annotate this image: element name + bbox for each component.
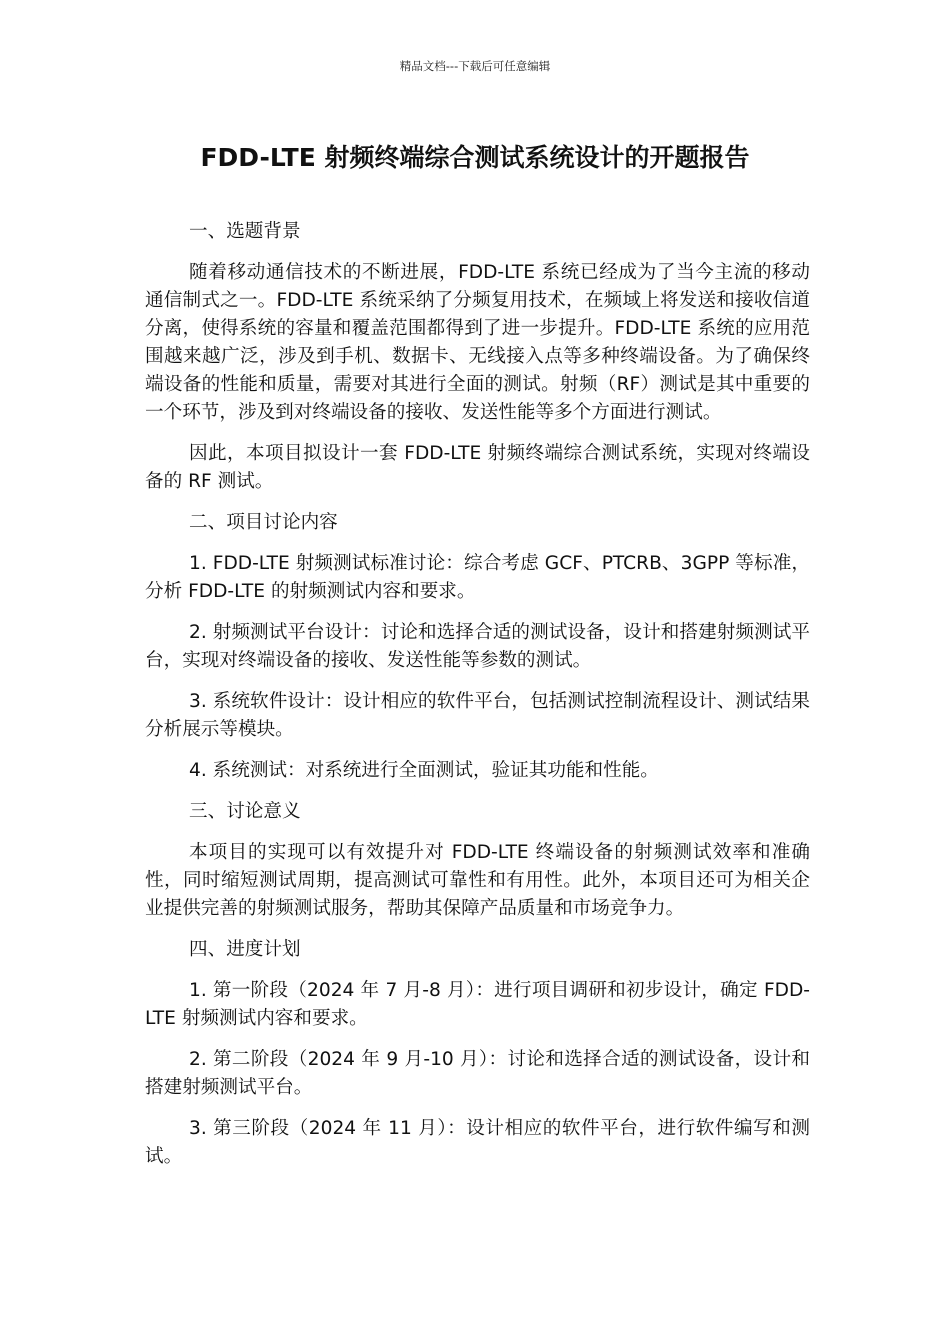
section-heading-schedule: 四、进度计划 (189, 939, 301, 960)
paragraph-project-goal: 因此，本项目拟设计一套 FDD-LTE 射频终端综合测试系统，实现对终端设备的 RF 测试。 (145, 443, 810, 492)
paragraph-schedule-phase-3: 3. 第三阶段（2024 年 11 月）：设计相应的软件平台，进行软件编写和测试。 (145, 1118, 810, 1167)
section-heading-significance: 三、讨论意义 (189, 801, 301, 822)
paragraph-content-item-1: 1. FDD-LTE 射频测试标准讨论：综合考虑 GCF、PTCRB、3GPP 等标准，分析 FDD-LTE 的射频测试内容和要求。 (145, 553, 810, 602)
section-heading-background: 一、选题背景 (189, 221, 301, 242)
paragraph-content-item-3: 3. 系统软件设计：设计相应的软件平台，包括测试控制流程设计、测试结果分析展示等模块。 (145, 691, 810, 740)
paragraph-schedule-phase-2: 2. 第二阶段（2024 年 9 月-10 月）：讨论和选择合适的测试设备，设计和搭建射频测试平台。 (145, 1049, 810, 1098)
paragraph-background: 随着移动通信技术的不断进展，FDD-LTE 系统已经成为了当今主流的移动通信制式之一。FDD-LTE 系统采纳了分频复用技术，在频域上将发送和接收信道分离，使得系统的容量和覆盖范围都得到了进一步提升。FDD-LTE 系统的应用范围越来越广泛，涉及到手机、数据卡、无线接入点等多种终端设备。为了确保终端设备的性能和质量，需要对其进行全面的测试。射频（RF）测试是其中重要的一个环节，涉及到对终端设备的接收、发送性能等多个方面进行测试。 (145, 262, 810, 423)
paragraph-content-item-2: 2. 射频测试平台设计：讨论和选择合适的测试设备，设计和搭建射频测试平台，实现对终端设备的接收、发送性能等参数的测试。 (145, 622, 810, 671)
document-title: FDD-LTE 射频终端综合测试系统设计的开题报告 (200, 143, 750, 172)
header-note: 精品文档---下载后可任意编辑 (399, 59, 551, 73)
document-body (145, 218, 810, 1184)
paragraph-schedule-phase-1: 1. 第一阶段（2024 年 7 月-8 月）：进行项目调研和初步设计，确定 FDD-LTE 射频测试内容和要求。 (145, 980, 810, 1029)
paragraph-content-item-4: 4. 系统测试：对系统进行全面测试，验证其功能和性能。 (189, 760, 659, 781)
paragraph-significance: 本项目的实现可以有效提升对 FDD-LTE 终端设备的射频测试效率和准确性，同时缩短测试周期，提高测试可靠性和有用性。此外，本项目还可为相关企业提供完善的射频测试服务，帮助其保障产品质量和市场竞争力。 (145, 842, 810, 919)
section-heading-research-content: 二、项目讨论内容 (189, 512, 338, 533)
